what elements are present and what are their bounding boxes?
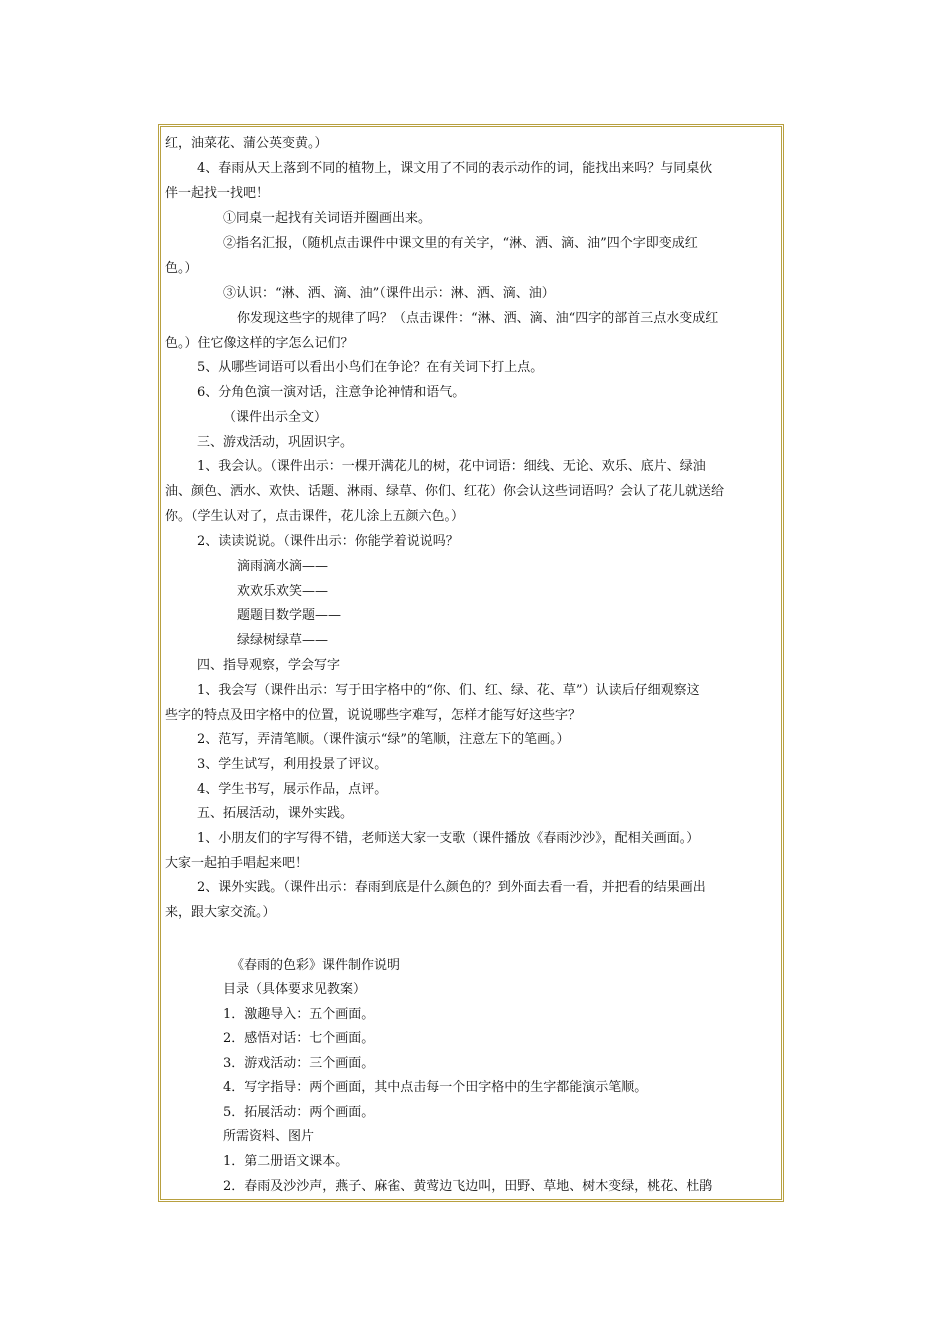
text-line: 5．拓展活动：两个画面。	[223, 1105, 375, 1120]
text-line: 4、学生书写，展示作品，点评。	[197, 782, 388, 797]
text-line: 1、小朋友们的字写得不错，老师送大家一支歌（课件播放《春雨沙沙》，配相关画面。）	[197, 831, 700, 846]
text-line: 2．感悟对话：七个画面。	[223, 1031, 375, 1046]
text-line: 1、我会认。（课件出示：一棵开满花儿的树，花中词语：细线、无论、欢乐、底片、绿油	[197, 459, 706, 474]
text-line: 题题目数学题——	[237, 608, 342, 623]
text-line: （课件出示全文）	[223, 410, 328, 425]
text-line: 1、我会写（课件出示：写于田字格中的“你、们、红、绿、花、草”）认读后仔细观察这	[197, 683, 700, 698]
text-line: 2、范写，弄清笔顺。（课件演示“绿”的笔顺，注意左下的笔画。）	[197, 732, 570, 747]
text-line: 来，跟大家交流。）	[165, 905, 276, 920]
text-line: 你。（学生认对了，点击课件，花儿涂上五颜六色。）	[165, 509, 465, 524]
text-line: 2．春雨及沙沙声，燕子、麻雀、黄莺边飞边叫，田野、草地、树木变绿，桃花、杜鹃	[223, 1179, 713, 1194]
text-line: 伴一起找一找吧！	[165, 186, 270, 201]
text-line: ①同桌一起找有关词语并圈画出来。	[223, 211, 432, 226]
text-line: 2、课外实践。（课件出示：春雨到底是什么颜色的？到外面去看一看，并把看的结果画出	[197, 880, 706, 895]
text-line: 2、读读说说。（课件出示：你能学着说说吗？	[197, 534, 459, 549]
text-line: 绿绿树绿草——	[237, 633, 329, 648]
text-line: 色。）住它像这样的字怎么记们？	[165, 336, 354, 351]
text-line: 3．游戏活动：三个画面。	[223, 1056, 375, 1071]
text-line: 滴雨滴水滴——	[237, 559, 329, 574]
text-line: 些字的特点及田字格中的位置，说说哪些字难写，怎样才能写好这些字？	[165, 708, 582, 723]
text-line: 5、从哪些词语可以看出小鸟们在争论？在有关词下打上点。	[197, 360, 544, 375]
text-line: 目录（具体要求见教案）	[223, 982, 367, 997]
text-line: 1．第二册语文课本。	[223, 1154, 349, 1169]
text-line: 6、分角色演一演对话，注意争论神情和语气。	[197, 385, 466, 400]
text-line: 4、春雨从天上落到不同的植物上，课文用了不同的表示动作的词，能找出来吗？与同桌伙	[197, 161, 713, 176]
content-box	[158, 124, 784, 1202]
text-line: 大家一起拍手唱起来吧！	[165, 856, 309, 871]
text-line: 所需资料、图片	[223, 1129, 315, 1144]
text-line: ②指名汇报，（随机点击课件中课文里的有关字，“淋、洒、滴、油”四个字即变成红	[223, 236, 698, 251]
text-line: 3、学生试写，利用投景了评议。	[197, 757, 388, 772]
text-line: 三、游戏活动，巩固识字。	[197, 435, 354, 450]
text-line: 五、拓展活动，课外实践。	[197, 806, 354, 821]
text-line: 欢欢乐欢笑——	[237, 584, 329, 599]
text-line: 《春雨的色彩》课件制作说明	[231, 958, 401, 973]
text-line: 油、颜色、洒水、欢快、话题、淋雨、绿草、你们、红花）你会认这些词语吗？会认了花儿就送给	[165, 484, 725, 499]
text-line: 红，油菜花、蒲公英变黄。）	[165, 136, 328, 151]
text-line: 色。）	[165, 261, 198, 276]
text-line: ③认识：“淋、洒、滴、油”（课件出示：淋、洒、滴、油）	[223, 286, 555, 301]
text-line: 你发现这些字的规律了吗？（点击课件：“淋、洒、滴、油“四字的部首三点水变成红	[237, 311, 719, 326]
text-line: 四、指导观察，学会写字	[197, 658, 341, 673]
text-line: 4．写字指导：两个画面，其中点击每一个田字格中的生字都能演示笔顺。	[223, 1080, 648, 1095]
text-line: 1．激趣导入：五个画面。	[223, 1007, 375, 1022]
